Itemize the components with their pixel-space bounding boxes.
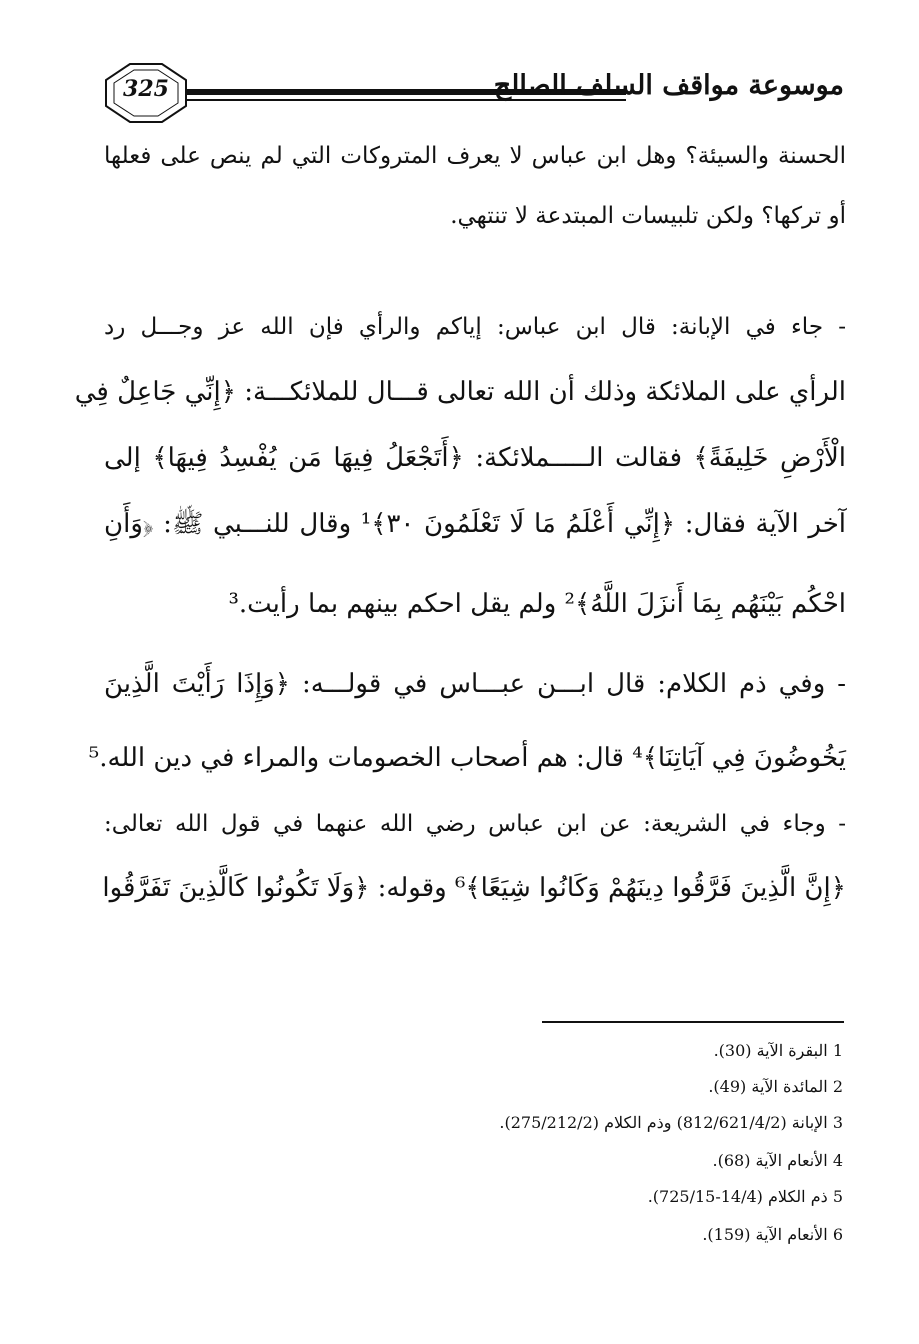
text-line-5: الْأَرْضِ خَلِيفَةً﴾ فقالت الـــــملائكة: ﴿أَتَجْعَلُ فِيهَا مَن يُفْسِدُ فِيهَا﴾ إلى <box>104 443 846 473</box>
footnote-separator <box>542 1021 844 1023</box>
text-line-8: - وفي ذم الكلام: قال ابـــن عبـــاس في قولـــه: ﴿وَإِذَا رَأَيْتَ الَّذِينَ <box>104 669 846 699</box>
text-line-4: الرأي على الملائكة وذلك أن الله تعالى قـــال للملائكـــة: ﴿إِنِّي جَاعِلٌ فِي <box>74 377 846 407</box>
footnote-6: 6 الأنعام الآية (159). <box>702 1225 843 1244</box>
footnote-5: 5 ذم الكلام (14/4-725/15). <box>647 1187 843 1206</box>
footnote-1: 1 البقرة الآية (30). <box>713 1041 843 1060</box>
text-line-9: يَخُوضُونَ فِي آيَاتِنَا﴾⁴ قال: هم أصحاب الخصومات والمراء في دين الله.⁵ <box>88 743 846 773</box>
text-line-2: أو تركها؟ ولكن تلبيسات المبتدعة لا تنتهي. <box>450 203 846 229</box>
text-line-1: الحسنة والسيئة؟ وهل ابن عباس لا يعرف المتروكات التي لم ينص على فعلها <box>104 143 846 169</box>
text-line-7: احْكُم بَيْنَهُم بِمَا أَنزَلَ اللَّهُ﴾² ولم يقل احكم بينهم بما رأيت.³ <box>228 589 846 619</box>
page-number-badge <box>104 62 188 124</box>
text-line-10: - وجاء في الشريعة: عن ابن عباس رضي الله عنهما في قول الله تعالى: <box>104 811 846 837</box>
footnote-4: 4 الأنعام الآية (68). <box>712 1151 843 1170</box>
page-header <box>104 62 844 124</box>
footnote-2: 2 المائدة الآية (49). <box>708 1077 843 1096</box>
book-title: موسوعة مواقف السلف الصالح <box>493 70 844 101</box>
page-number: 325 <box>123 76 169 102</box>
footnote-3: 3 الإبانة (812/621/4/2) وذم الكلام (275/212/2). <box>499 1113 843 1132</box>
text-line-6: آخر الآية فقال: ﴿إِنِّي أَعْلَمُ مَا لَا تَعْلَمُونَ ٣٠﴾¹ وقال للنـــبي ﷺ: ﴿وَأَنِ <box>104 509 846 539</box>
text-line-11: ﴿إِنَّ الَّذِينَ فَرَّقُوا دِينَهُمْ وَكَانُوا شِيَعًا﴾⁶ وقوله: ﴿وَلَا تَكُونُوا كَالَّذِينَ تَفَرَّقُوا <box>102 873 846 903</box>
text-line-3: - جاء في الإبانة: قال ابن عباس: إياكم والرأي فإن الله عز وجـــل رد <box>104 314 846 340</box>
